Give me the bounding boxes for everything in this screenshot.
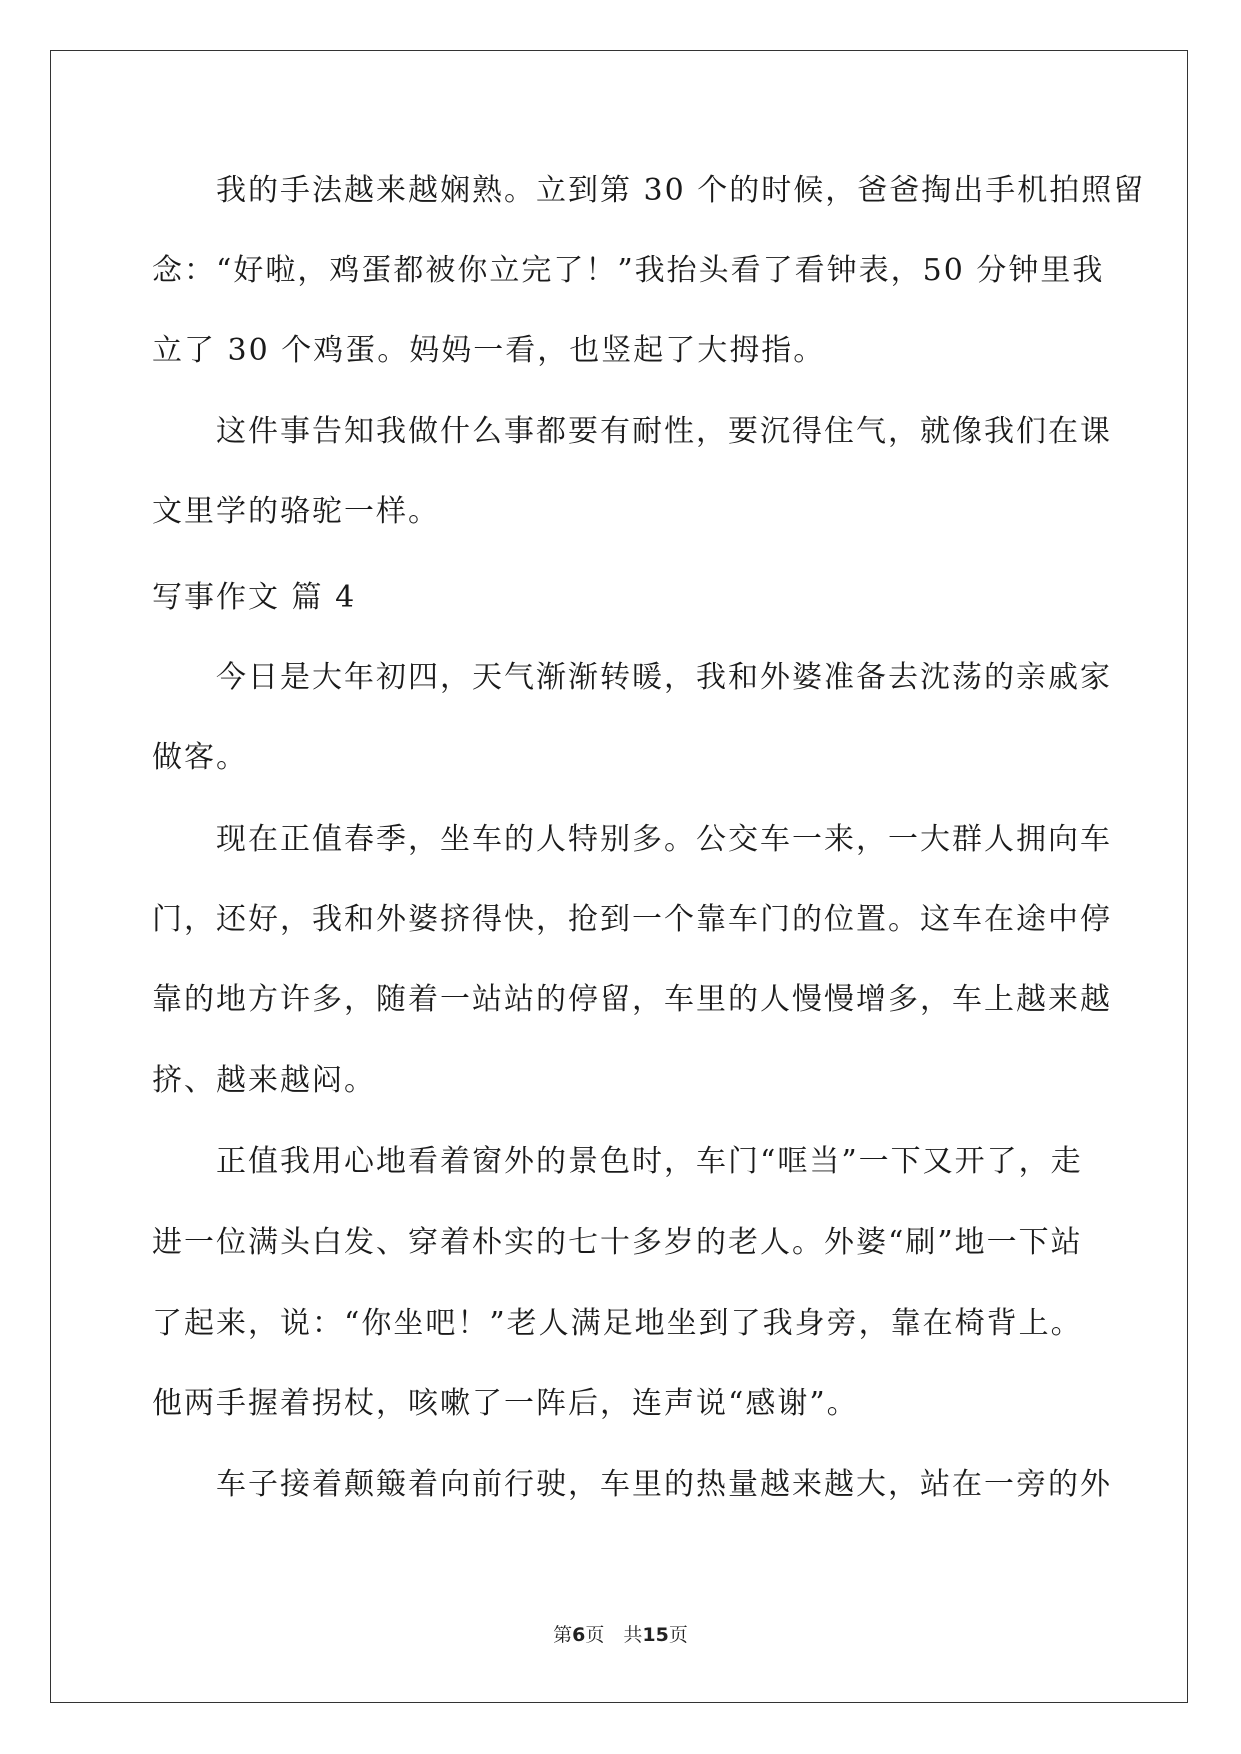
text-line: 这件事告知我做什么事都要有耐性，要沉得住气，就像我们在课 bbox=[152, 414, 1112, 449]
page-border bbox=[50, 50, 1188, 1703]
text-line: 立了 30 个鸡蛋。妈妈一看，也竖起了大拇指。 bbox=[152, 333, 826, 368]
text-line: 进一位满头白发、穿着朴实的七十多岁的老人。外婆“刷”地一下站 bbox=[152, 1225, 1083, 1260]
text-line: 文里学的骆驼一样。 bbox=[152, 494, 440, 529]
page-current: 6 bbox=[572, 1624, 586, 1646]
text-line: 了起来，说：“你坐吧！”老人满足地坐到了我身旁，靠在椅背上。 bbox=[152, 1306, 1083, 1341]
text-line: 今日是大年初四，天气渐渐转暖，我和外婆准备去沈荡的亲戚家 bbox=[152, 660, 1112, 695]
text-line: 车子接着颠簸着向前行驶，车里的热量越来越大，站在一旁的外 bbox=[152, 1467, 1112, 1502]
text-line: 做客。 bbox=[152, 740, 248, 775]
text-line: 靠的地方许多，随着一站站的停留，车里的人慢慢增多，车上越来越 bbox=[152, 982, 1112, 1017]
text-line: 他两手握着拐杖，咳嗽了一阵后，连声说“感谢”。 bbox=[152, 1386, 859, 1421]
text-line: 我的手法越来越娴熟。立到第 30 个的时候，爸爸掏出手机拍照留 bbox=[152, 173, 1146, 208]
text-line: 正值我用心地看着窗外的景色时，车门“哐当”一下又开了，走 bbox=[152, 1144, 1083, 1179]
page-suffix: 页 bbox=[668, 1624, 688, 1646]
text-line: 挤、越来越闷。 bbox=[152, 1063, 376, 1098]
text-line: 现在正值春季，坐车的人特别多。公交车一来，一大群人拥向车 bbox=[152, 822, 1112, 857]
page-footer bbox=[0, 1620, 1241, 1647]
page-mid: 页 共 bbox=[585, 1624, 643, 1646]
page-total: 15 bbox=[642, 1624, 669, 1646]
text-line: 念：“好啦，鸡蛋都被你立完了！”我抬头看了看钟表，50 分钟里我 bbox=[152, 253, 1105, 288]
text-line: 门，还好，我和外婆挤得快，抢到一个靠车门的位置。这车在途中停 bbox=[152, 902, 1112, 937]
section-heading: 写事作文 篇 4 bbox=[152, 580, 357, 615]
page-prefix: 第 bbox=[553, 1624, 573, 1646]
